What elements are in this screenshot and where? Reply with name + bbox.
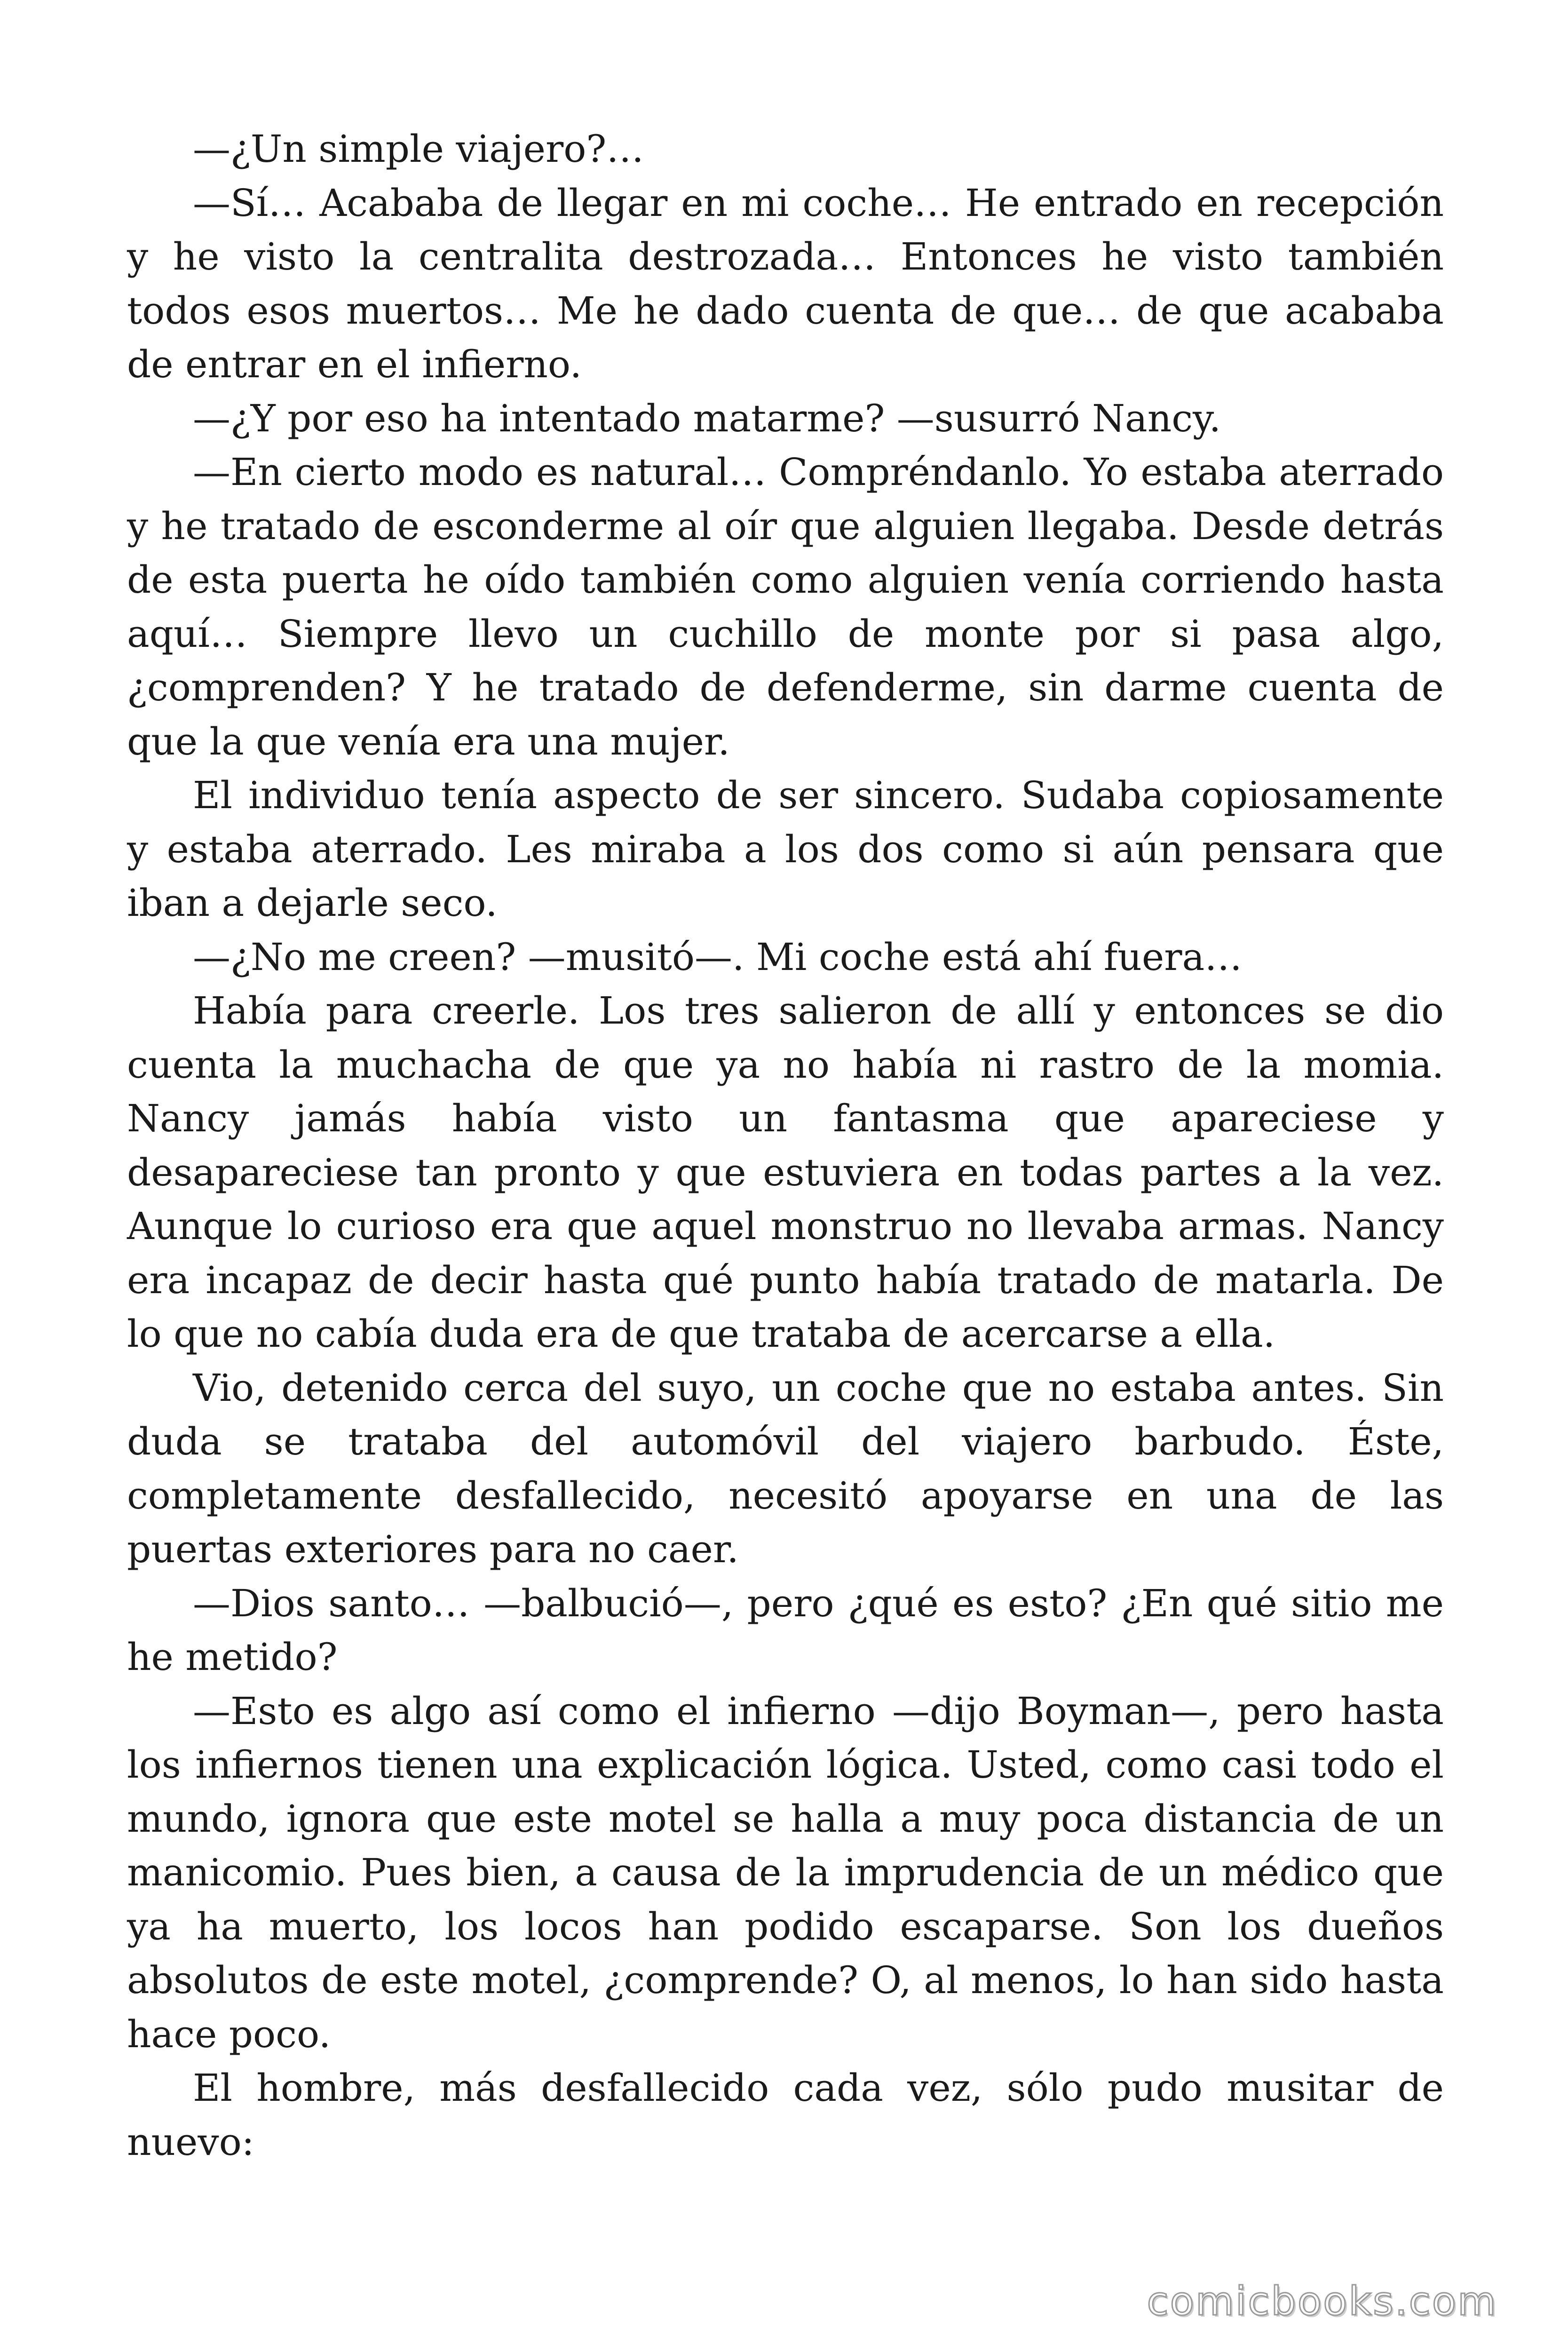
paragraph: El individuo tenía aspecto de ser sincero. Sudaba copiosamente y estaba aterrado. Les miraba a los dos como si aún pensara que iban a dejarle seco. bbox=[127, 773, 1444, 925]
paragraph: Vio, detenido cerca del suyo, un coche que no estaba antes. Sin duda se trataba del automóvil del viajero barbudo. Éste, completamente desfallecido, necesitó apoyarse en una de las puertas exteriores para no caer. bbox=[127, 1366, 1444, 1571]
page-text bbox=[127, 122, 1444, 2169]
paragraph: —¿Y por eso ha intentado matarme? —susurró Nancy. bbox=[193, 396, 1221, 440]
watermark: comicbooks.com bbox=[1147, 2278, 1497, 2324]
paragraph: —¿Un simple viajero?… bbox=[193, 127, 644, 171]
paragraph: —Sí… Acababa de llegar en mi coche… He entrado en recepción y he visto la centralita destrozada… Entonces he visto también todos esos muertos… Me he dado cuenta de que… de que acababa de entrar en el infierno. bbox=[127, 181, 1444, 386]
paragraph: Había para creerle. Los tres salieron de allí y entonces se dio cuenta la muchacha de que ya no había ni rastro de la momia. Nancy jamás había visto un fantasma que apareciese y desapareciese tan pronto y que estuviera en todas partes a la vez. Aunque lo curioso era que aquel monstruo no llevaba armas. Nancy era incapaz de decir hasta qué punto había tratado de matarla. De lo que no cabía duda era de que trataba de acercarse a ella. bbox=[127, 989, 1444, 1356]
paragraph: —En cierto modo es natural… Compréndanlo. Yo estaba aterrado y he tratado de esconderme al oír que alguien llegaba. Desde detrás de esta puerta he oído también como alguien venía corriendo hasta aquí… Siempre llevo un cuchillo de monte por si pasa algo, ¿comprenden? Y he tratado de defenderme, sin darme cuenta de que la que venía era una mujer. bbox=[127, 450, 1444, 763]
paragraph: —¿No me creen? —musitó—. Mi coche está ahí fuera… bbox=[193, 935, 1243, 979]
paragraph: —Esto es algo así como el infierno —dijo Boyman—, pero hasta los infiernos tienen una explicación lógica. Usted, como casi todo el mundo, ignora que este motel se halla a muy poca distancia de un manicomio. Pues bien, a causa de la imprudencia de un médico que ya ha muerto, los locos han podido escaparse. Son los dueños absolutos de este motel, ¿comprende? O, al menos, lo han sido hasta hace poco. bbox=[127, 1689, 1444, 2056]
paragraph: —Dios santo… —balbució—, pero ¿qué es esto? ¿En qué sitio me he metido? bbox=[127, 1581, 1444, 1679]
paragraph: El hombre, más desfallecido cada vez, sólo pudo musitar de nuevo: bbox=[127, 2066, 1444, 2164]
